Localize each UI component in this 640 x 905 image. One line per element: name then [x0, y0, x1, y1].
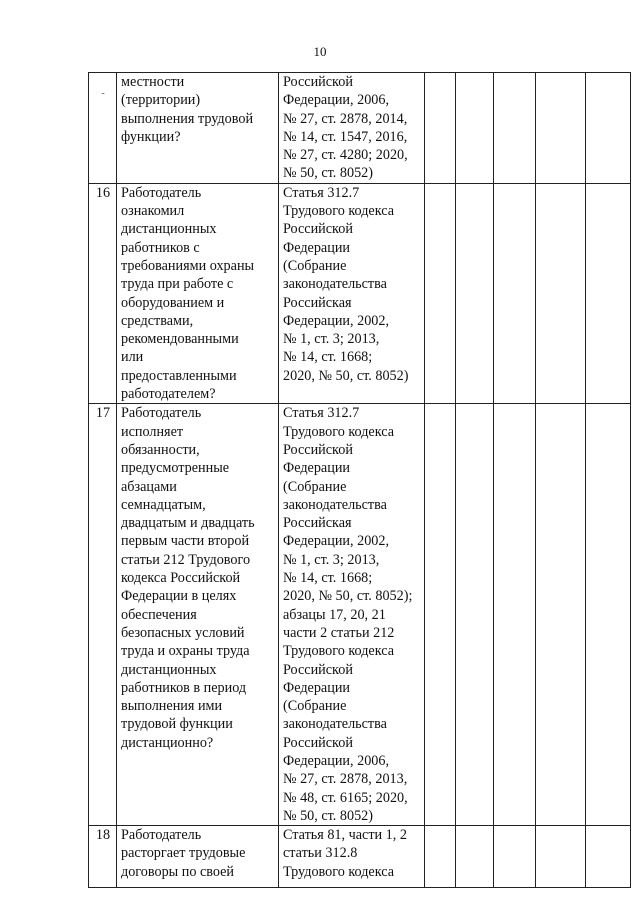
question-line: работодателем? — [121, 386, 216, 403]
reference-line: № 50, ст. 8052) — [283, 807, 373, 824]
question-line: безопасных условий — [121, 624, 245, 641]
reference-line: № 50, ст. 8052) — [283, 165, 373, 182]
reference-line: (Собрание — [283, 478, 347, 495]
reference-line: Российской — [283, 734, 353, 751]
answer-cell — [494, 404, 536, 826]
row-number — [89, 73, 117, 184]
question-line: предусмотренные — [121, 460, 230, 477]
question-line: оборудованием и — [121, 294, 225, 311]
reference-line: Федерации, 2006, — [283, 752, 390, 769]
question-line: функции? — [121, 128, 181, 145]
question-line: Работодатель — [121, 827, 202, 844]
reference-line: Российской — [283, 441, 353, 458]
answer-cell — [536, 73, 586, 184]
reference-line: Статья 312.7 — [283, 184, 360, 201]
row-number-text: 16 — [95, 184, 111, 201]
question-line: труда при работе с — [121, 276, 234, 293]
table-row — [89, 826, 631, 888]
checklist-table — [88, 72, 631, 888]
reference-line: (Собрание — [283, 698, 347, 715]
reference-line: № 1, ст. 3; 2013, — [283, 551, 380, 568]
reference-line: № 27, ст. 2878, 2013, — [283, 771, 408, 788]
question-line: выполнения ими — [121, 698, 223, 715]
legal-reference — [279, 73, 425, 184]
answer-cell — [425, 73, 456, 184]
question-line: средствами, — [121, 312, 194, 329]
table-row — [89, 183, 631, 404]
answer-cell — [536, 826, 586, 888]
reference-line: Трудового кодекса — [283, 423, 395, 440]
question-line: требованиями охраны — [121, 257, 255, 274]
answer-cell — [494, 183, 536, 404]
reference-line: Трудового кодекса — [283, 643, 395, 660]
question-line: (территории) — [121, 92, 201, 109]
reference-line: № 27, ст. 4280; 2020, — [283, 147, 408, 164]
question-line: обеспечения — [121, 606, 197, 623]
answer-cell — [494, 73, 536, 184]
question-line: трудовой функции — [121, 716, 233, 733]
answer-cell — [586, 73, 631, 184]
question-line: выполнения трудовой — [121, 110, 254, 127]
reference-line: Российской — [283, 221, 353, 238]
answer-cell — [456, 826, 494, 888]
reference-line: 2020, № 50, ст. 8052); — [283, 588, 413, 605]
question-line: Работодатель — [121, 405, 202, 422]
question-line: статьи 212 Трудового — [121, 551, 251, 568]
question-line: ознакомил — [121, 203, 185, 220]
requirement-question — [117, 73, 279, 184]
reference-line: Федерации — [283, 239, 351, 256]
reference-line: Российской — [283, 74, 353, 90]
answer-cell — [456, 404, 494, 826]
reference-line: Федерации, 2002, — [283, 312, 390, 329]
question-line: дистанционных — [121, 661, 217, 678]
answer-cell — [586, 826, 631, 888]
answer-cell — [586, 404, 631, 826]
reference-line: Статья 81, части 1, 2 — [283, 827, 407, 844]
reference-line: Трудового кодекса — [283, 203, 395, 220]
reference-line: абзацы 17, 20, 21 — [283, 606, 386, 623]
table-row — [89, 73, 631, 184]
reference-line: Федерации, 2002, — [283, 533, 390, 550]
row-number — [89, 404, 117, 826]
question-line: расторгает трудовые — [121, 845, 246, 862]
answer-cell — [494, 826, 536, 888]
row-number-text: 18 — [95, 827, 111, 844]
reference-line: № 14, ст. 1668; — [283, 570, 373, 587]
question-line: дистанционно? — [121, 734, 214, 751]
row-number — [89, 183, 117, 404]
question-line: рекомендованными — [121, 331, 239, 348]
reference-line: № 48, ст. 6165; 2020, — [283, 789, 408, 806]
row-number — [89, 826, 117, 888]
question-line: работников в период — [121, 679, 247, 696]
reference-line: Российская — [283, 515, 352, 532]
question-line: предоставленными — [121, 367, 237, 384]
answer-cell — [586, 183, 631, 404]
scan-mark: - — [101, 88, 105, 99]
table-row — [89, 404, 631, 826]
reference-line: № 1, ст. 3; 2013, — [283, 331, 380, 348]
legal-reference — [279, 826, 425, 888]
reference-line: Федерации — [283, 460, 351, 477]
question-line: Федерации в целях — [121, 588, 237, 605]
question-line: исполняет — [121, 423, 184, 440]
question-line: местности — [121, 74, 185, 90]
answer-cell — [536, 404, 586, 826]
reference-line: Российской — [283, 661, 353, 678]
reference-line: Российская — [283, 294, 352, 311]
answer-cell — [425, 826, 456, 888]
legal-reference — [279, 404, 425, 826]
question-line: дистанционных — [121, 221, 217, 238]
reference-line: 2020, № 50, ст. 8052) — [283, 367, 409, 384]
question-line: обязанности, — [121, 441, 200, 458]
question-line: Работодатель — [121, 184, 202, 201]
question-line: двадцатым и двадцать — [121, 515, 255, 532]
reference-line: (Собрание — [283, 257, 347, 274]
requirement-question — [117, 404, 279, 826]
reference-line: законодательства — [283, 276, 387, 293]
answer-cell — [425, 404, 456, 826]
reference-line: Федерации — [283, 679, 351, 696]
legal-reference — [279, 183, 425, 404]
requirement-question — [117, 183, 279, 404]
question-line: работников с — [121, 239, 200, 256]
reference-line: № 14, ст. 1668; — [283, 349, 373, 366]
question-line: семнадцатым, — [121, 496, 206, 513]
reference-line: Федерации, 2006, — [283, 92, 390, 109]
answer-cell — [456, 73, 494, 184]
question-line: абзацами — [121, 478, 177, 495]
answer-cell — [425, 183, 456, 404]
reference-line: законодательства — [283, 496, 387, 513]
reference-line: № 27, ст. 2878, 2014, — [283, 110, 408, 127]
reference-line: статьи 312.8 — [283, 845, 358, 862]
question-line: первым части второй — [121, 533, 250, 550]
page-number: 10 — [313, 44, 327, 59]
question-line: договоры по своей — [121, 863, 235, 880]
row-number-text: 17 — [95, 405, 111, 422]
reference-line: Трудового кодекса — [283, 863, 395, 880]
question-line: или — [121, 349, 144, 366]
reference-line: № 14, ст. 1547, 2016, — [283, 128, 408, 145]
question-line: труда и охраны труда — [121, 643, 250, 660]
reference-line: Статья 312.7 — [283, 405, 360, 422]
requirement-question — [117, 826, 279, 888]
question-line: кодекса Российской — [121, 570, 241, 587]
reference-line: части 2 статьи 212 — [283, 624, 395, 641]
answer-cell — [456, 183, 494, 404]
answer-cell — [536, 183, 586, 404]
reference-line: законодательства — [283, 716, 387, 733]
